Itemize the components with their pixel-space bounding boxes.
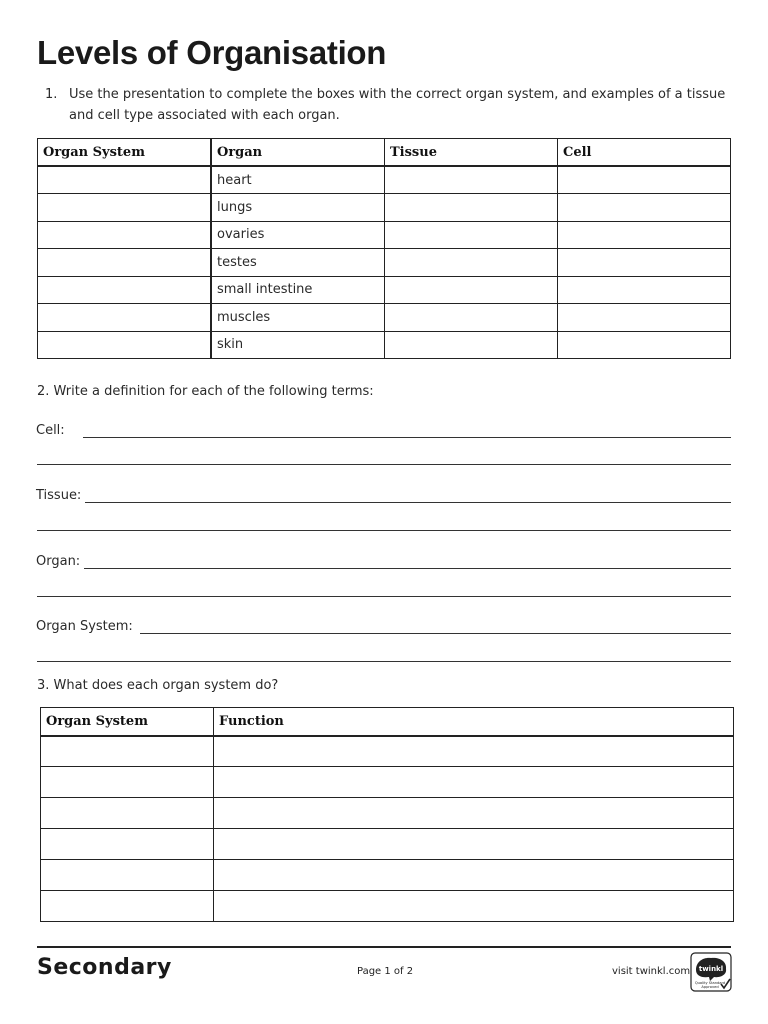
- table-row: [38, 221, 731, 249]
- organ-definition-line[interactable]: [83, 568, 731, 569]
- cell-term-label: Cell:: [36, 423, 69, 438]
- function-table: [40, 707, 734, 922]
- organ-system-cell[interactable]: [41, 736, 214, 767]
- footer-divider: [37, 946, 731, 948]
- organ-cell: lungs: [211, 194, 385, 222]
- function-table-header: [41, 708, 734, 736]
- organ-system-cell[interactable]: [38, 249, 212, 277]
- table-row: [41, 736, 734, 767]
- cell-type-cell[interactable]: [558, 331, 731, 359]
- question-1-text: Use the presentation to complete the boxes with the correct organ system, and examples of a tissue and cell type associated with each organ.: [69, 87, 726, 123]
- cell-type-cell[interactable]: [558, 276, 731, 304]
- function-cell[interactable]: [214, 736, 734, 767]
- organ-system-cell[interactable]: [41, 891, 214, 922]
- cell-type-cell[interactable]: [558, 221, 731, 249]
- function-cell[interactable]: [214, 891, 734, 922]
- table-row: [38, 166, 731, 194]
- function-cell[interactable]: [214, 829, 734, 860]
- organ-system-cell[interactable]: [38, 331, 212, 359]
- cell-type-cell[interactable]: [558, 166, 731, 194]
- page-number: Page 1 of 2: [357, 966, 414, 977]
- organ-system-cell[interactable]: [38, 221, 212, 249]
- visit-link[interactable]: visit twinkl.com: [612, 966, 691, 977]
- table-row: [41, 829, 734, 860]
- table-row: [41, 860, 734, 891]
- header-organ-system: Organ System: [41, 708, 214, 736]
- organ-cell: heart: [211, 166, 385, 194]
- cell-type-cell[interactable]: [558, 304, 731, 332]
- tissue-cell[interactable]: [385, 166, 558, 194]
- organ-system-cell[interactable]: [41, 767, 214, 798]
- svg-text:Quality Standard: Quality Standard: [694, 981, 726, 985]
- tissue-term-label: Tissue:: [36, 488, 85, 503]
- header-organ-system: Organ System: [38, 139, 212, 167]
- question-1: [45, 84, 735, 126]
- tissue-cell[interactable]: [385, 194, 558, 222]
- organ-cell: muscles: [211, 304, 385, 332]
- svg-text:Approved: Approved: [701, 985, 719, 989]
- svg-text:twinkl: twinkl: [698, 965, 724, 973]
- question-1-number: 1.: [45, 87, 58, 102]
- function-cell[interactable]: [214, 860, 734, 891]
- tissue-cell[interactable]: [385, 331, 558, 359]
- organ-system-cell[interactable]: [41, 798, 214, 829]
- organ-system-definition-line-2[interactable]: [37, 661, 731, 662]
- organ-system-definition-line[interactable]: [140, 633, 731, 634]
- function-cell[interactable]: [214, 767, 734, 798]
- organ-system-cell[interactable]: [38, 166, 212, 194]
- tissue-cell[interactable]: [385, 304, 558, 332]
- organ-term-label: Organ:: [36, 554, 84, 569]
- organ-table: [37, 138, 731, 359]
- table-row: [38, 331, 731, 359]
- cell-type-cell[interactable]: [558, 249, 731, 277]
- header-function: Function: [214, 708, 734, 736]
- tissue-cell[interactable]: [385, 249, 558, 277]
- organ-cell: small intestine: [211, 276, 385, 304]
- cell-definition-line-2[interactable]: [37, 464, 731, 465]
- organ-cell: testes: [211, 249, 385, 277]
- organ-system-cell[interactable]: [41, 860, 214, 891]
- header-organ: Organ: [211, 139, 385, 167]
- question-2-text: 2. Write a definition for each of the following terms:: [37, 384, 374, 399]
- table-row: [38, 194, 731, 222]
- question-3-text: 3. What does each organ system do?: [37, 678, 279, 693]
- table-row: [41, 798, 734, 829]
- tissue-cell[interactable]: [385, 276, 558, 304]
- tissue-definition-line[interactable]: [83, 502, 731, 503]
- twinkl-quality-logo-icon: [690, 952, 732, 992]
- header-cell: Cell: [558, 139, 731, 167]
- organ-table-header: [38, 139, 731, 167]
- table-row: [38, 249, 731, 277]
- tissue-definition-line-2[interactable]: [37, 530, 731, 531]
- organ-definition-line-2[interactable]: [37, 596, 731, 597]
- table-row: [41, 891, 734, 922]
- organ-system-cell[interactable]: [38, 194, 212, 222]
- tissue-cell[interactable]: [385, 221, 558, 249]
- header-tissue: Tissue: [385, 139, 558, 167]
- table-row: [41, 767, 734, 798]
- organ-cell: ovaries: [211, 221, 385, 249]
- organ-system-cell[interactable]: [41, 829, 214, 860]
- cell-type-cell[interactable]: [558, 194, 731, 222]
- table-row: [38, 276, 731, 304]
- organ-system-term-label: Organ System:: [36, 619, 137, 634]
- organ-cell: skin: [211, 331, 385, 359]
- secondary-brand: Secondary: [37, 955, 172, 980]
- table-row: [38, 304, 731, 332]
- function-cell[interactable]: [214, 798, 734, 829]
- organ-system-cell[interactable]: [38, 276, 212, 304]
- cell-definition-line[interactable]: [83, 437, 731, 438]
- page-title: Levels of Organisation: [37, 34, 387, 71]
- organ-system-cell[interactable]: [38, 304, 212, 332]
